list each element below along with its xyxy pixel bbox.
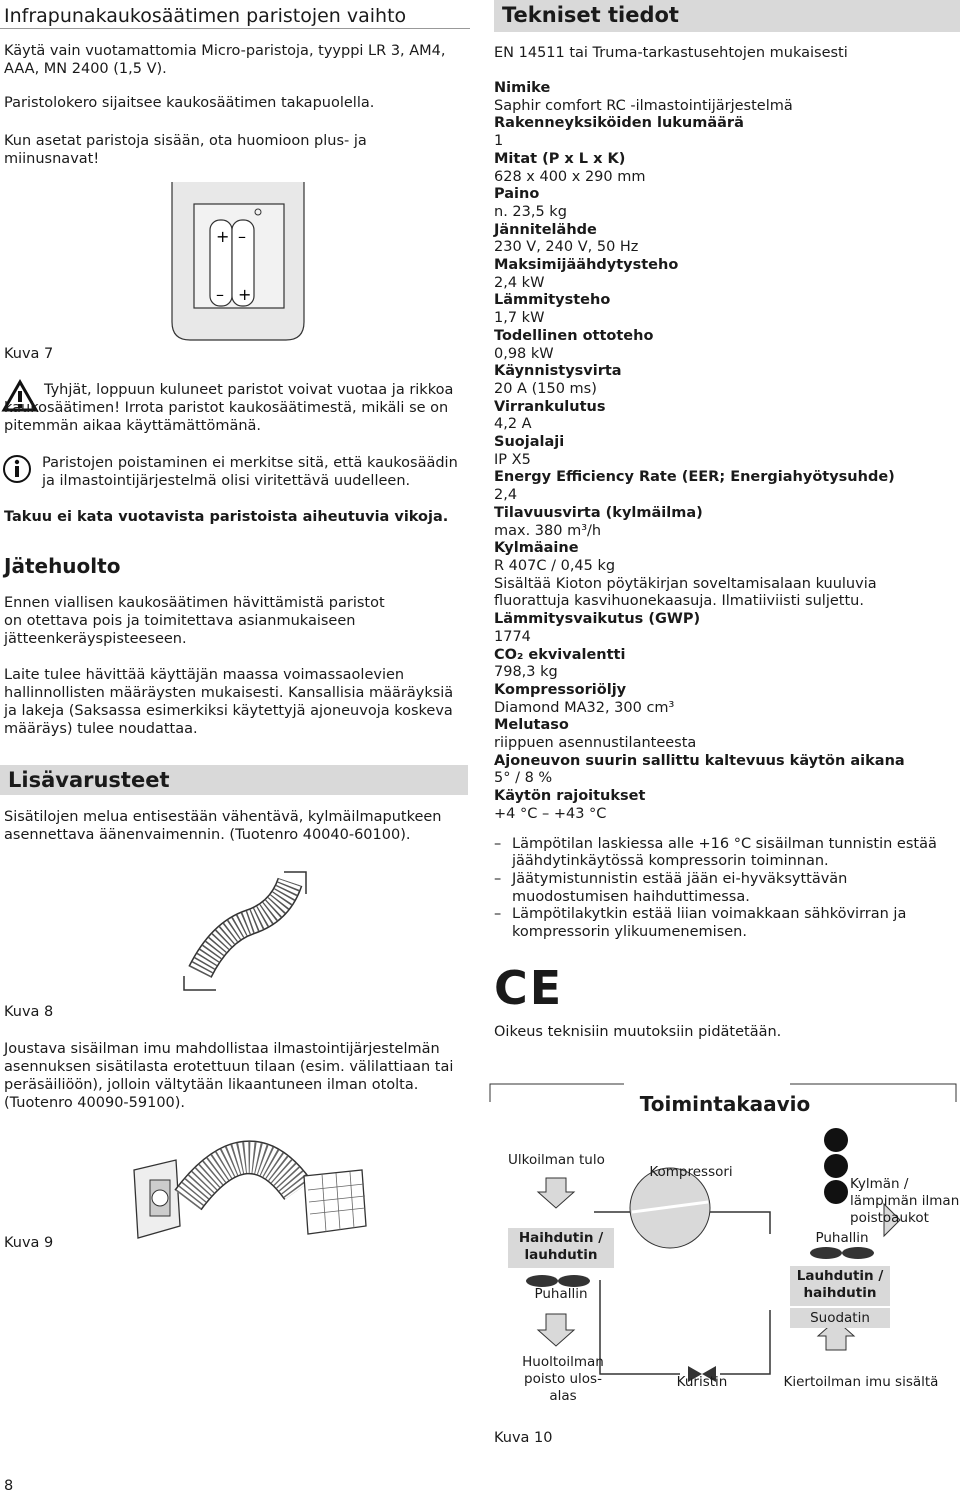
spec-value: 4,2 A [494,416,532,433]
svg-text:+: + [216,227,230,246]
bullet-item [494,871,954,906]
fig7-label: Kuva 7 [4,346,54,362]
spec-value: IP X5 [494,451,531,468]
limit-bullets [494,836,954,942]
spec-label: Ajoneuvon suurin sallittu kaltevuus käytön aikana [494,752,905,769]
spec-label: Lämmitysvaikutus (GWP) [494,611,701,628]
spec-label: Käynnistysvirta [494,363,622,380]
spec-label: Maksimijäähdytysteho [494,257,679,274]
label-exhaust: Huoltoilman poisto ulos-alas [522,1354,604,1404]
battery-type-paragraph: Käytä vain vuotamattomia Micro-paristoja, tyyppi LR 3, AM4, AAA, MN 2400 (1,5 V). [4,43,446,77]
spec-label: Paino [494,186,540,203]
intake-kit-figure [128,1130,378,1260]
kyoto-note: Sisältää Kioton pöytäkirjan soveltamisalaan kuuluvia fluorattuja kasvihuonekaasuja. Ilmatiiviisti suljettu. [494,575,877,610]
tech-data-intro: EN 14511 tai Truma-tarkastusehtojen mukaisesti [494,45,848,61]
label-recirc: Kiertoilman imu sisältä [783,1374,939,1390]
battery-location-paragraph: Paristolokero sijaitsee kaukosäätimen takapuolella. [4,95,375,111]
accessory-intake-text: Joustava sisäilman imu mahdollistaa ilmastointijärjestelmän asennuksen sisätilasta erotettuun tilaan (esim. välilattiaan tai peräsäiliöön), jolloin vältytään likaantuneen ilman otolta. (Tuotenro 40090-59100). [4,1041,454,1111]
page-number: 8 [4,1478,14,1494]
spec-value: Saphir comfort RC -ilmastointijärjestelmä [494,97,793,114]
spec-value: riippuen asennustilanteesta [494,735,697,752]
bullet-text: Jäätymistunnistin estää jään ei-hyväksyttävän muodostumisen haihduttimessa. [512,870,848,905]
dash-marker: – [494,906,502,923]
spec-value: 628 x 400 x 290 mm [494,168,646,185]
spec-value: n. 23,5 kg [494,203,567,220]
spec-value: 1774 [494,628,531,645]
fig8-label: Kuva 8 [4,1004,54,1020]
spec-value: 230 V, 240 V, 50 Hz [494,239,639,256]
waste-heading: Jätehuolto [4,554,121,578]
spec-value: 5° / 8 % [494,770,553,787]
title-rule [0,28,470,29]
spec-list [494,80,954,1041]
label-fan-left: Puhallin [534,1286,588,1302]
spec-label: Jännitelähde [494,221,597,238]
spec-label: Lämmitysteho [494,292,611,309]
accessories-heading: Lisävarusteet [0,765,468,795]
accessory-silencer-text: Sisätilojen melua entisestään vähentävä, kylmäilmaputkeen asennettava äänenvaimennin. (Tuotenro 40040-60100). [4,809,442,843]
spec-label: Rakenneyksiköiden lukumäärä [494,115,744,132]
spec-value: 1 [494,133,504,150]
spec-value: Diamond MA32, 300 cm³ [494,699,675,716]
spec-value: max. 380 m³/h [494,522,602,539]
function-diagram [490,1084,960,1424]
bullet-text: Lämpötilan laskiessa alle +16 °C sisäilman tunnistin estää jäähdytinkäytössä kompressorin toiminnan. [512,835,937,870]
bullet-text: Lämpötilakytkin estää liian voimakkaan sähkövirran ja kompressorin ylikuumenemisen. [512,906,907,941]
spec-value: +4 °C – +43 °C [494,805,607,822]
warranty-note: Takuu ei kata vuotavista paristoista aiheutuvia vikoja. [4,509,449,525]
label-fan-right: Puhallin [815,1230,869,1246]
ce-mark: CE [494,960,564,1015]
spec-label: Kompressoriöljy [494,681,627,698]
waste-paragraph-1: Ennen viallisen kaukosäätimen hävittämistä paristot on otettava pois ja toimitettava asianmukaiseen jätteenkeräyspisteeseen. [4,595,385,647]
spec-value: 2,4 [494,487,518,504]
spec-label: Suojalaji [494,434,565,451]
polarity-paragraph: Kun asetat paristoja sisään, ota huomioon plus- ja miinusnavat! [4,133,367,167]
spec-label: CO₂ ekvivalentti [494,646,626,663]
bullet-item [494,906,954,941]
tech-data-heading: Tekniset tiedot [494,0,960,32]
battery-title: Infrapunakaukosäätimen paristojen vaihto [4,5,407,27]
rights-reserved: Oikeus teknisiin muutoksiin pidätetään. [494,1023,782,1040]
spec-value: 2,4 kW [494,274,545,291]
spec-label: Kylmäaine [494,540,579,557]
diagram-title: Toimintakaavio [490,1084,960,1124]
info-icon [2,454,32,484]
label-throttle: Kuristin [676,1374,728,1390]
silencer-hose-figure [180,872,320,1002]
svg-text:–: – [238,227,246,246]
svg-text:+: + [238,285,252,304]
spec-value: 20 A (150 ms) [494,380,597,397]
bullet-item [494,836,954,871]
fig10-label: Kuva 10 [494,1430,553,1446]
spec-label: Tilavuusvirta (kylmäilma) [494,504,703,521]
spec-label: Energy Efficiency Rate (EER; Energiahyötysuhde) [494,469,895,486]
info-text: Paristojen poistaminen ei merkitse sitä, että kaukosäädin ja ilmastointijärjestelmä olisi viritettävä uudelleen. [42,455,458,489]
dash-marker: – [494,870,502,887]
fig9-label: Kuva 9 [4,1235,54,1251]
spec-value: R 407C / 0,45 kg [494,557,616,574]
dash-marker: – [494,835,502,852]
spec-value: 1,7 kW [494,310,545,327]
spec-label: Virrankulutus [494,398,606,415]
box-filter: Suodatin [790,1308,890,1328]
svg-text:–: – [216,285,224,304]
spec-label: Käytön rajoitukset [494,788,646,805]
warning-text: Tyhjät, loppuun kuluneet paristot voivat vuotaa ja rikkoa kaukosäätimen! Irrota paristot kaukosäätimestä, mikäli se on pitemmän aikaa käyttämättömänä. [4,382,454,434]
label-outdoor-in: Ulkoilman tulo [508,1152,605,1168]
box-evaporator: Haihdutin / lauhdutin [508,1228,614,1268]
box-condenser: Lauhdutin / haihdutin [790,1266,890,1306]
spec-label: Melutaso [494,717,569,734]
spec-value: 798,3 kg [494,664,558,681]
label-cold-warm-outlets: Kylmän / lämpimän ilman poistoaukot [850,1176,960,1226]
spec-label: Mitat (P x L x K) [494,150,626,167]
waste-paragraph-2: Laite tulee hävittää käyttäjän maassa voimassaolevien hallinnollisten määräysten mukaisesti. Kansallisia määräyksiä ja lakeja (Saksassa esimerkiksi käytettyjä ajoneuvoja koskeva määräys) tulee noudattaa. [4,667,454,737]
spec-label: Todellinen ottoteho [494,327,654,344]
spec-value: 0,98 kW [494,345,554,362]
remote-battery-figure [168,182,308,342]
spec-label: Nimike [494,80,551,96]
label-compressor: Kompressori [649,1164,733,1180]
